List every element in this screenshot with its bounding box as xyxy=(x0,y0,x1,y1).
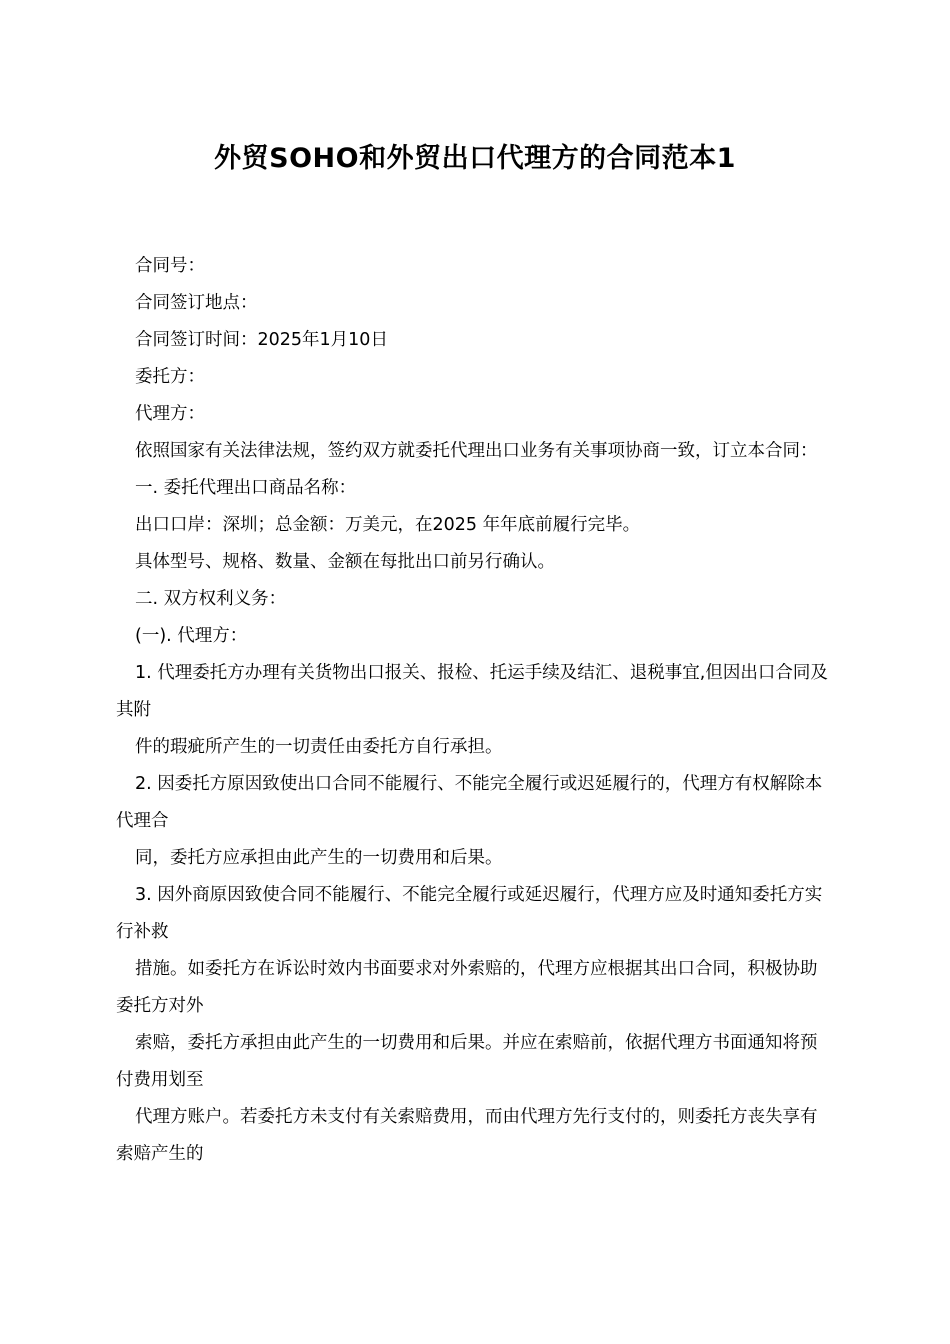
contract-number-line: 合同号： xyxy=(135,256,205,276)
signing-date-line: 合同签订时间：2025年1月10日 xyxy=(135,330,388,350)
document-body xyxy=(116,248,834,1173)
principal-line: 委托方： xyxy=(135,367,205,387)
document-title: 外贸SOHO和外贸出口代理方的合同范本1 xyxy=(214,143,736,174)
preamble-paragraph: 依照国家有关法律法规，签约双方就委托代理出口业务有关事项协商一致，订立本合同： xyxy=(135,441,818,461)
agent-line: 代理方： xyxy=(135,404,205,424)
clause-1-part-b: 件的瑕疵所产生的一切责任由委托方自行承担。 xyxy=(135,737,503,757)
paragraph-specs: 具体型号、规格、数量、金额在每批出口前另行确认。 xyxy=(135,552,555,572)
section-heading-goods: 一. 委托代理出口商品名称： xyxy=(135,478,357,498)
clause-3-part-c: 索赔，委托方承担由此产生的一切费用和后果。并应在索赔前，依据代理方书面通知将预付费用划至 xyxy=(116,1033,818,1090)
clause-2-part-b: 同，委托方应承担由此产生的一切费用和后果。 xyxy=(135,848,503,868)
clause-1-part-a: 1. 代理委托方办理有关货物出口报关、报检、托运手续及结汇、退税事宜,但因出口合同及其附 xyxy=(116,663,828,720)
clause-3-part-b: 措施。如委托方在诉讼时效内书面要求对外索赔的，代理方应根据其出口合同，积极协助委托方对外 xyxy=(116,959,818,1016)
subsection-heading-agent: (一). 代理方： xyxy=(135,626,248,646)
clause-3-part-a: 3. 因外商原因致使合同不能履行、不能完全履行或延迟履行，代理方应及时通知委托方实行补救 xyxy=(116,885,823,942)
clause-2-part-a: 2. 因委托方原因致使出口合同不能履行、不能完全履行或迟延履行的，代理方有权解除本代理合 xyxy=(116,774,823,831)
paragraph-port-amount: 出口口岸：深圳；总金额：万美元，在2025 年年底前履行完毕。 xyxy=(135,515,641,535)
clause-3-part-d: 代理方账户。若委托方未支付有关索赔费用，而由代理方先行支付的，则委托方丧失享有索赔产生的 xyxy=(116,1107,818,1164)
signing-place-line: 合同签订地点： xyxy=(135,293,258,313)
section-heading-rights: 二. 双方权利义务： xyxy=(135,589,287,609)
